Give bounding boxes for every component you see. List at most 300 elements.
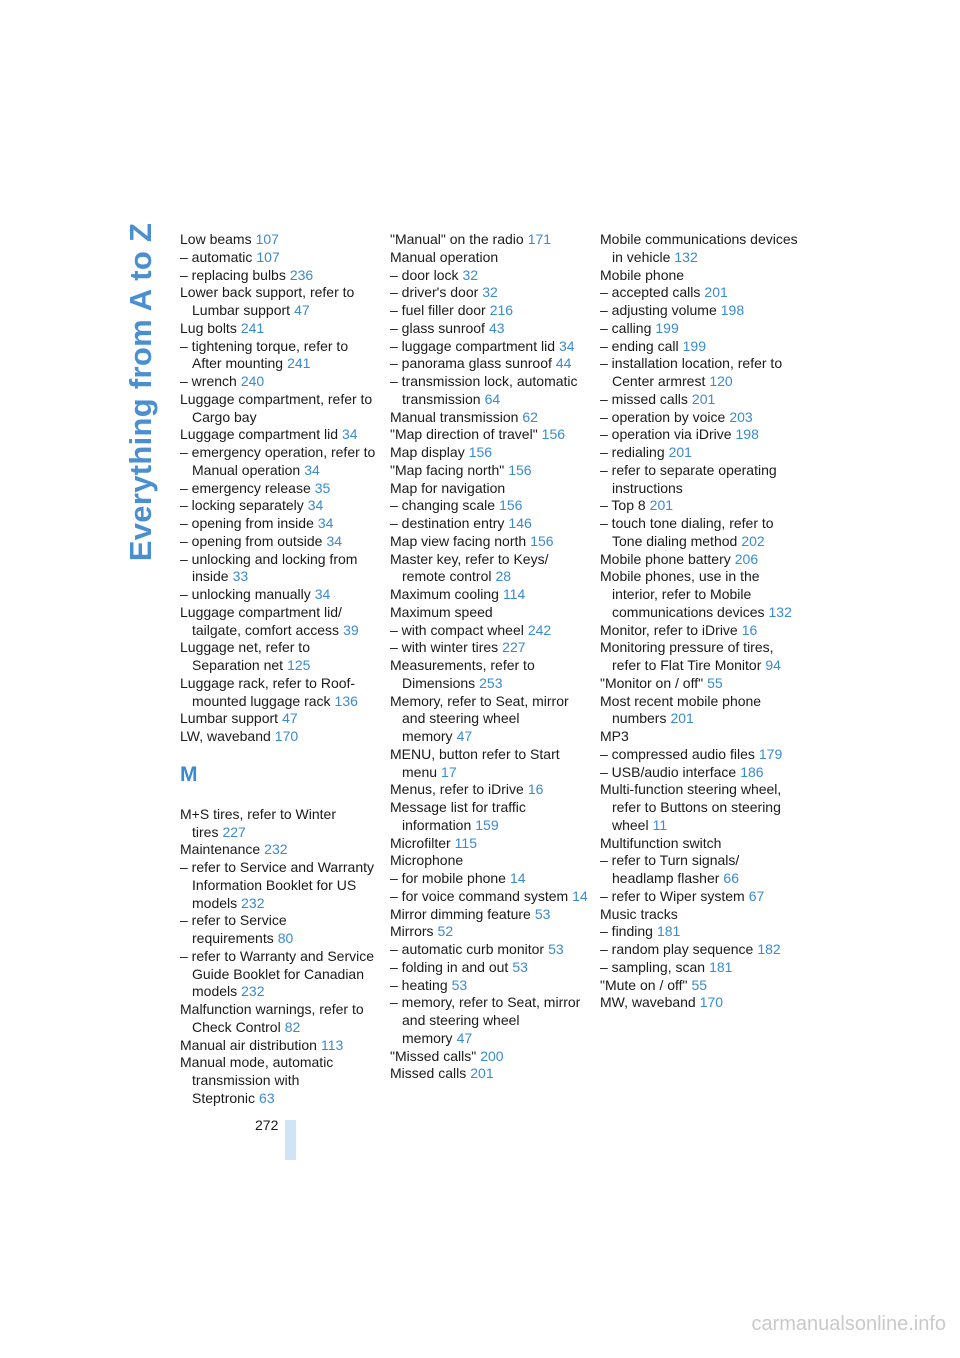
page-reference-link[interactable]: 146 [508, 515, 532, 531]
index-entry [180, 675, 378, 711]
page-reference-link[interactable]: 198 [735, 426, 759, 443]
page-reference-link[interactable]: 114 [502, 586, 526, 602]
page-reference-link[interactable]: 47 [456, 1029, 473, 1046]
index-entry [180, 912, 378, 948]
index-term: – refer to Service and Warranty Information Booklet for US models [180, 859, 375, 911]
index-term: Master key, refer to Keys/ remote control [390, 550, 549, 585]
index-entry [390, 586, 588, 604]
index-entry [180, 426, 378, 444]
index-entry [600, 977, 798, 995]
index-entry [390, 1048, 588, 1066]
index-term: Malfunction warnings, refer to Check Control [180, 1001, 364, 1035]
index-entry [180, 284, 378, 320]
index-term: Mobile phone [600, 266, 685, 283]
index-entry [180, 639, 378, 675]
index-term: MP3 [600, 728, 629, 744]
page-reference-link[interactable]: 107 [255, 231, 279, 247]
index-term: – for voice command system [390, 887, 569, 904]
index-term: – installation location, refer to Center armrest [600, 355, 783, 389]
index-entry [390, 888, 588, 906]
index-entry [180, 728, 378, 746]
index-term: Maximum cooling [390, 586, 499, 602]
index-term: – replacing bulbs [180, 266, 286, 283]
page-reference-link[interactable]: 32 [462, 266, 479, 283]
index-entry [180, 515, 378, 533]
page-reference-link[interactable]: 202 [741, 532, 765, 549]
index-entry [600, 302, 798, 320]
index-entry [390, 994, 588, 1047]
index-column-3 [600, 231, 798, 1012]
index-entry [390, 284, 588, 302]
index-entry [180, 806, 378, 842]
page-reference-link[interactable]: 55 [691, 976, 708, 993]
index-term: – refer to Turn signals/ headlamp flasher [600, 852, 740, 886]
index-term: Manual operation [390, 248, 499, 265]
page-reference-link[interactable]: 216 [489, 302, 514, 318]
index-entry [390, 977, 588, 995]
page-reference-link[interactable]: 39 [343, 621, 359, 638]
index-term: Monitoring pressure of tires, refer to Flat Tire Monitor [600, 639, 774, 673]
index-entry [600, 568, 798, 621]
page-reference-link[interactable]: 62 [522, 408, 538, 425]
index-term: – refer to Warranty and Service Guide Booklet for Canadian models [180, 947, 375, 1000]
index-term: Multi-function steering wheel, refer to Buttons on steering wheel [600, 781, 782, 833]
index-term: Lower back support, refer to Lumbar support [180, 284, 355, 318]
page-reference-link[interactable]: 52 [437, 923, 454, 940]
page-reference-link[interactable]: 34 [317, 515, 334, 531]
index-entry [390, 338, 588, 356]
page-reference-link[interactable]: 33 [232, 568, 249, 585]
page-reference-link[interactable]: 236 [289, 266, 314, 283]
index-term: – accepted calls [600, 284, 701, 301]
page-reference-link[interactable]: 125 [287, 657, 311, 673]
index-term: – compressed audio files [600, 745, 755, 762]
page-reference-link[interactable]: 199 [682, 337, 706, 354]
index-term: – refer to Wiper system [600, 887, 745, 904]
index-term: – finding [600, 923, 653, 940]
index-entry [390, 302, 588, 320]
page-reference-link[interactable]: 80 [277, 930, 294, 946]
index-entry [600, 267, 798, 285]
index-term: – refer to separate operating instructions [600, 461, 777, 496]
page-reference-link[interactable]: 242 [527, 621, 552, 638]
page-reference-link[interactable]: 203 [729, 408, 753, 425]
index-term: – sampling, scan [600, 958, 706, 975]
index-entry [390, 515, 588, 533]
index-term: Luggage compartment lid/ tailgate, comfort access [180, 603, 342, 638]
index-entry [600, 515, 798, 551]
page-reference-link[interactable]: 201 [670, 710, 694, 727]
index-entry [390, 835, 588, 853]
index-entry [600, 781, 798, 834]
page-reference-link[interactable]: 16 [527, 781, 544, 798]
index-term: – opening from inside [180, 515, 314, 531]
page-reference-link[interactable]: 47 [294, 302, 310, 318]
index-term: Luggage compartment, refer to Cargo bay [180, 390, 373, 425]
index-entry [600, 906, 798, 924]
index-term: Menus, refer to iDrive [390, 781, 524, 798]
index-entry [390, 462, 588, 480]
index-term: Memory, refer to Seat, mirror and steering wheel memory [390, 692, 569, 744]
index-entry [600, 959, 798, 977]
index-term: Mirror dimming feature [390, 905, 531, 922]
index-entry [390, 959, 588, 977]
index-term: – tightening torque, refer to After mounting [180, 337, 349, 372]
page-reference-link[interactable]: 32 [482, 284, 498, 301]
page-reference-link[interactable]: 120 [709, 373, 733, 389]
index-term: Maximum speed [390, 603, 493, 620]
index-entry [180, 1001, 378, 1037]
index-entry [390, 852, 588, 870]
index-term: "Missed calls" [390, 1047, 477, 1064]
index-entry [600, 675, 798, 693]
index-term: – calling [600, 319, 652, 336]
index-entry [600, 444, 798, 462]
index-term: – wrench [180, 373, 237, 389]
index-entry [390, 480, 588, 498]
index-term: – USB/audio interface [600, 763, 737, 780]
page-reference-link[interactable]: 241 [240, 319, 265, 336]
page-reference-link[interactable]: 14 [509, 870, 526, 886]
index-term: "Manual" on the radio [390, 231, 524, 247]
index-entry [390, 746, 588, 782]
page-reference-link[interactable]: 82 [284, 1018, 301, 1035]
index-entry [600, 338, 798, 356]
page-reference-link[interactable]: 14 [572, 887, 588, 904]
index-term: – touch tone dialing, refer to Tone dialing method [600, 515, 774, 549]
side-title [123, 222, 158, 562]
index-term: – automatic [180, 248, 253, 265]
index-entry [390, 799, 588, 835]
index-term: – transmission lock, automatic transmission [390, 373, 578, 407]
index-term: "Map facing north" [390, 461, 505, 478]
page-reference-link[interactable]: 34 [326, 532, 343, 549]
index-entry [390, 551, 588, 587]
index-entry [390, 923, 588, 941]
index-entry [180, 391, 378, 427]
index-entry [390, 781, 588, 799]
index-term: Mobile phone battery [600, 550, 731, 567]
index-entry [600, 728, 798, 746]
index-term: – operation via iDrive [600, 426, 732, 443]
index-term: – random play sequence [600, 941, 754, 957]
page-reference-link[interactable]: 232 [241, 983, 265, 1000]
index-term: – door lock [390, 266, 459, 283]
page-reference-link[interactable]: 11 [652, 816, 668, 833]
page-reference-link[interactable]: 156 [499, 497, 523, 514]
index-entry [390, 373, 588, 409]
index-entry [180, 710, 378, 728]
page-reference-link[interactable]: 67 [748, 887, 765, 904]
index-term: – driver's door [390, 284, 479, 301]
page-reference-link[interactable]: 47 [282, 710, 298, 727]
index-term: "Map direction of travel" [390, 426, 538, 443]
index-entry [600, 409, 798, 427]
page-reference-link[interactable]: 53 [451, 976, 468, 993]
index-term: Music tracks [600, 905, 678, 922]
index-entry [390, 870, 588, 888]
index-entry [180, 444, 378, 480]
page-reference-link[interactable]: 47 [456, 728, 473, 744]
page-reference-link[interactable]: 53 [548, 941, 564, 957]
page-reference-link[interactable]: 53 [512, 958, 528, 975]
index-entry [390, 497, 588, 515]
page-reference-link[interactable]: 201 [470, 1065, 494, 1082]
index-term: Map view facing north [390, 532, 527, 549]
index-entry [600, 639, 798, 675]
index-entry [180, 480, 378, 498]
page-reference-link[interactable]: 136 [334, 692, 358, 709]
page-reference-link[interactable]: 156 [541, 426, 566, 443]
index-term: – changing scale [390, 497, 496, 514]
page-reference-link[interactable]: 181 [656, 923, 681, 940]
index-entry [600, 497, 798, 515]
index-entry [600, 923, 798, 941]
page-reference-link[interactable]: 35 [314, 479, 331, 496]
page-reference-link[interactable]: 170 [699, 994, 724, 1011]
page-reference-link[interactable]: 241 [287, 355, 311, 372]
page-reference-link[interactable]: 53 [534, 905, 551, 922]
index-term: Lug bolts [180, 319, 237, 336]
index-entry [180, 249, 378, 267]
index-entry [600, 622, 798, 640]
index-term: LW, waveband [180, 728, 271, 744]
page-reference-link[interactable]: 240 [240, 373, 265, 389]
index-entry [600, 764, 798, 782]
index-entry [600, 426, 798, 444]
index-term: – locking separately [180, 497, 304, 514]
index-term: Measurements, refer to Dimensions [390, 657, 535, 691]
index-term: Maintenance [180, 841, 261, 858]
page-number: 272 [255, 1117, 279, 1133]
page-reference-link[interactable]: 232 [241, 894, 265, 911]
index-entry [180, 320, 378, 338]
index-term: "Monitor on / off" [600, 674, 704, 691]
page-reference-link[interactable]: 156 [468, 444, 493, 460]
index-term: Microphone [390, 852, 464, 869]
index-term: – destination entry [390, 515, 505, 531]
index-entry [390, 426, 588, 444]
section-letter: M [180, 762, 198, 786]
index-entry [600, 888, 798, 906]
page-reference-link[interactable]: 28 [495, 568, 512, 585]
index-term: – redialing [600, 444, 665, 460]
index-term: – automatic curb monitor [390, 941, 545, 957]
index-entry [600, 852, 798, 888]
index-term: – missed calls [600, 390, 688, 407]
page-reference-link[interactable]: 55 [707, 674, 723, 691]
index-term: – emergency release [180, 479, 311, 496]
index-term: – folding in and out [390, 958, 509, 975]
index-entry [600, 284, 798, 302]
page-reference-link[interactable]: 253 [479, 674, 503, 691]
index-term: Mobile communications devices in vehicle [600, 231, 798, 265]
index-entry [600, 551, 798, 569]
index-entry [390, 355, 588, 373]
index-entry [180, 586, 378, 604]
index-column-2 [390, 231, 588, 1083]
index-entry [390, 941, 588, 959]
page-reference-link[interactable]: 63 [259, 1089, 275, 1106]
index-term: Message list for traffic information [390, 799, 526, 833]
index-term: Multifunction switch [600, 834, 722, 851]
index-entry [180, 551, 378, 587]
index-term: – emergency operation, refer to Manual operation [180, 444, 376, 478]
index-term: Monitor, refer to iDrive [600, 621, 738, 638]
page-reference-link[interactable]: 34 [314, 586, 331, 602]
index-term: Luggage net, refer to Separation net [180, 639, 310, 673]
page-reference-link[interactable]: 16 [741, 621, 758, 638]
index-term: – opening from outside [180, 532, 323, 549]
index-entry [180, 841, 378, 859]
index-entry [180, 497, 378, 515]
index-entry [390, 622, 588, 640]
page-reference-link[interactable]: 171 [527, 231, 552, 247]
index-term: Map display [390, 444, 465, 460]
page-reference-link[interactable]: 44 [555, 355, 572, 372]
index-term: Missed calls [390, 1065, 467, 1082]
index-entry [390, 693, 588, 746]
index-term: Manual mode, automatic transmission with Steptronic [180, 1054, 334, 1106]
index-term: – heating [390, 976, 448, 993]
index-term: MW, waveband [600, 994, 696, 1011]
page-reference-link[interactable]: 186 [740, 763, 764, 780]
page-reference-link[interactable]: 201 [668, 444, 692, 460]
index-term: MENU, button refer to Start menu [390, 745, 560, 780]
page-reference-link[interactable]: 66 [723, 870, 739, 886]
index-term: – ending call [600, 337, 679, 354]
page-reference-link[interactable]: 107 [256, 248, 280, 265]
page-reference-link[interactable]: 115 [454, 834, 477, 851]
index-term: Lumbar support [180, 710, 279, 727]
index-entry [180, 1037, 378, 1055]
page-reference-link[interactable]: 156 [508, 461, 532, 478]
index-entry [390, 409, 588, 427]
index-entry [600, 231, 798, 267]
index-entry [600, 462, 798, 498]
index-entry [390, 231, 588, 249]
index-term: – with winter tires [390, 639, 499, 656]
page-reference-link[interactable]: 34 [304, 461, 320, 478]
index-entry [180, 338, 378, 374]
page-reference-link[interactable]: 34 [307, 497, 324, 514]
index-entry [390, 1065, 588, 1083]
index-entry [390, 639, 588, 657]
index-term: Map for navigation [390, 479, 506, 496]
index-term: – with compact wheel [390, 621, 524, 638]
index-term: – Top 8 [600, 497, 646, 514]
index-entry [600, 835, 798, 853]
index-term: – fuel filler door [390, 302, 486, 318]
watermark: carmanualsonline.info [751, 1313, 946, 1335]
index-term: – adjusting volume [600, 302, 717, 318]
page-reference-link[interactable]: 179 [758, 745, 783, 762]
index-term: – luggage compartment lid [390, 337, 555, 354]
index-term: Low beams [180, 231, 252, 247]
index-entry [390, 249, 588, 267]
index-term: – operation by voice [600, 408, 726, 425]
index-term: – for mobile phone [390, 870, 506, 886]
index-entry [390, 604, 588, 622]
index-term: – unlocking manually [180, 586, 311, 602]
page-reference-link[interactable]: 200 [480, 1047, 504, 1064]
index-entry [180, 859, 378, 912]
index-term: – refer to Service requirements [180, 912, 287, 946]
index-entry [180, 373, 378, 391]
page-reference-link[interactable]: 227 [502, 639, 526, 656]
index-entry [390, 906, 588, 924]
side-title-text: Everything from A to Z [123, 222, 158, 562]
page-reference-link[interactable]: 206 [734, 550, 759, 567]
page-reference-link[interactable]: 201 [704, 284, 728, 301]
index-entry [600, 320, 798, 338]
index-entry [600, 941, 798, 959]
page-reference-link[interactable]: 182 [757, 941, 781, 957]
index-entry [180, 1054, 378, 1107]
index-entry [600, 746, 798, 764]
page-reference-link[interactable]: 132 [768, 603, 792, 620]
page-reference-link[interactable]: 181 [709, 958, 733, 975]
page-reference-link[interactable]: 201 [649, 497, 674, 514]
index-entry [180, 604, 378, 640]
page-reference-link[interactable]: 198 [720, 302, 745, 318]
index-entry [180, 231, 378, 249]
index-entry [390, 533, 588, 551]
index-entry [600, 693, 798, 729]
index-term: Most recent mobile phone numbers [600, 692, 762, 727]
page-reference-link[interactable]: 159 [475, 816, 499, 833]
page-reference-link[interactable]: 232 [264, 841, 288, 858]
index-entry [600, 355, 798, 391]
page-reference-link[interactable]: 227 [222, 823, 246, 840]
index-entry [180, 533, 378, 551]
page-marker-bar [285, 1120, 296, 1160]
index-term: – unlocking and locking from inside [180, 550, 358, 585]
index-term: Luggage compartment lid [180, 426, 338, 443]
index-term: Microfilter [390, 834, 451, 851]
page-reference-link[interactable]: 156 [530, 532, 554, 549]
index-term: Manual transmission [390, 408, 519, 425]
page-reference-link[interactable]: 132 [674, 248, 698, 265]
index-term: – glass sunroof [390, 319, 485, 336]
index-term: "Mute on / off" [600, 976, 688, 993]
page-reference-link[interactable]: 34 [559, 337, 575, 354]
index-term: M+S tires, refer to Winter tires [180, 805, 336, 840]
page-reference-link[interactable]: 34 [342, 426, 358, 443]
index-entry [600, 994, 798, 1012]
page-reference-link[interactable]: 199 [655, 319, 679, 336]
page-reference-link[interactable]: 64 [484, 390, 501, 407]
page-reference-link[interactable]: 94 [765, 657, 781, 673]
index-entry [180, 948, 378, 1001]
page-reference-link[interactable]: 17 [441, 763, 457, 780]
index-entry [390, 267, 588, 285]
page-reference-link[interactable]: 201 [691, 390, 716, 407]
index-term: Manual air distribution [180, 1036, 317, 1053]
index-term: – memory, refer to Seat, mirror and steering wheel memory [390, 994, 581, 1046]
page-reference-link[interactable]: 43 [488, 319, 505, 336]
index-entry [600, 391, 798, 409]
index-term: Mirrors [390, 923, 434, 940]
index-term: – panorama glass sunroof [390, 355, 552, 372]
index-entry [390, 444, 588, 462]
index-entry [180, 267, 378, 285]
page-reference-link[interactable]: 113 [320, 1036, 344, 1053]
index-term: Luggage rack, refer to Roof-mounted luggage rack [180, 674, 356, 709]
index-column-1 [180, 231, 378, 1108]
page-reference-link[interactable]: 170 [274, 728, 299, 744]
index-entry [390, 657, 588, 693]
